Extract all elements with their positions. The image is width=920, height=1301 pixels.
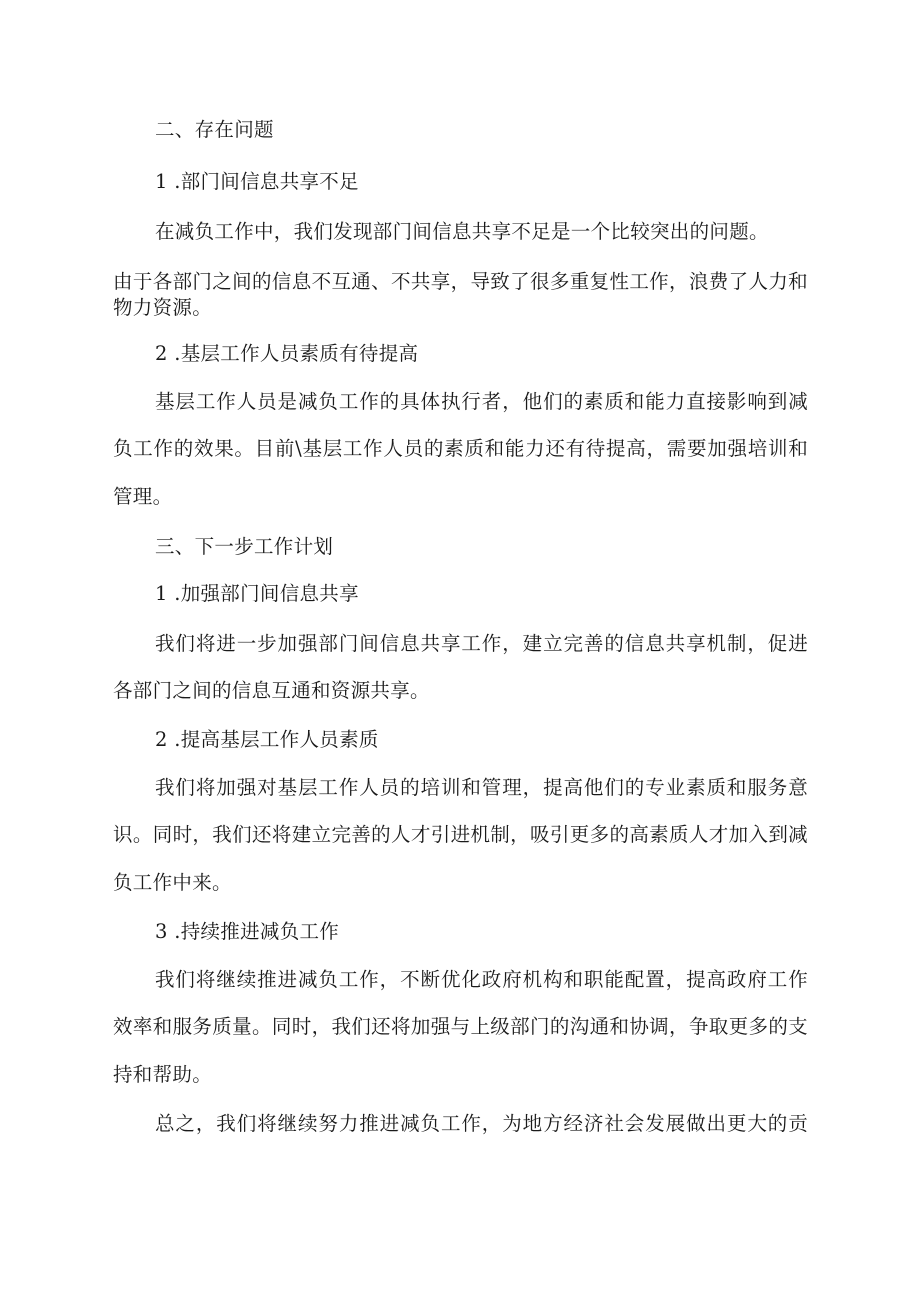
subheading-strengthen-sharing: 1 .加强部门间信息共享 [155, 582, 359, 605]
section-heading-problems: 二、存在问题 [155, 118, 274, 141]
subheading-staff-quality: 2 .基层工作人员素质有待提高 [155, 342, 419, 365]
paragraph-line: 识。同时，我们还将建立完善的人才引进机制，吸引更多的高素质人才加入到减 [113, 823, 808, 846]
paragraph-line: 负工作的效果。目前\基层工作人员的素质和能力还有待提高，需要加强培训和 [113, 437, 808, 460]
paragraph-line: 在减负工作中，我们发现部门间信息共享不足是一个比较突出的问题。 [155, 220, 769, 243]
paragraph-line: 效率和服务质量。同时，我们还将加强与上级部门的沟通和协调，争取更多的支 [113, 1015, 808, 1038]
paragraph-line: 基层工作人员是减负工作的具体执行者，他们的素质和能力直接影响到减 [155, 390, 808, 413]
paragraph-line: 负工作中来。 [113, 871, 232, 894]
paragraph-line: 我们将继续推进减负工作，不断优化政府机构和职能配置，提高政府工作 [155, 968, 808, 991]
paragraph-line: 管理。 [113, 485, 173, 508]
paragraph-line: 各部门之间的信息互通和资源共享。 [113, 679, 430, 702]
paragraph-line: 持和帮助。 [113, 1063, 213, 1086]
paragraph-line: 我们将加强对基层工作人员的培训和管理，提高他们的专业素质和服务意 [155, 776, 808, 799]
subheading-improve-staff: 2 .提高基层工作人员素质 [155, 728, 379, 751]
paragraph-line: 我们将进一步加强部门间信息共享工作，建立完善的信息共享机制，促进 [155, 632, 808, 655]
section-heading-next-steps: 三、下一步工作计划 [155, 535, 334, 558]
subheading-continue-reduction: 3 .持续推进减负工作 [155, 920, 340, 943]
subheading-info-sharing: 1 .部门间信息共享不足 [155, 170, 359, 193]
paragraph-line: 总之，我们将继续努力推进减负工作，为地方经济社会发展做出更大的贡 [155, 1112, 808, 1135]
paragraph-line: 物力资源。 [113, 296, 213, 319]
paragraph-line: 由于各部门之间的信息不互通、不共享，导致了很多重复性工作，浪费了人力和 [113, 270, 808, 293]
